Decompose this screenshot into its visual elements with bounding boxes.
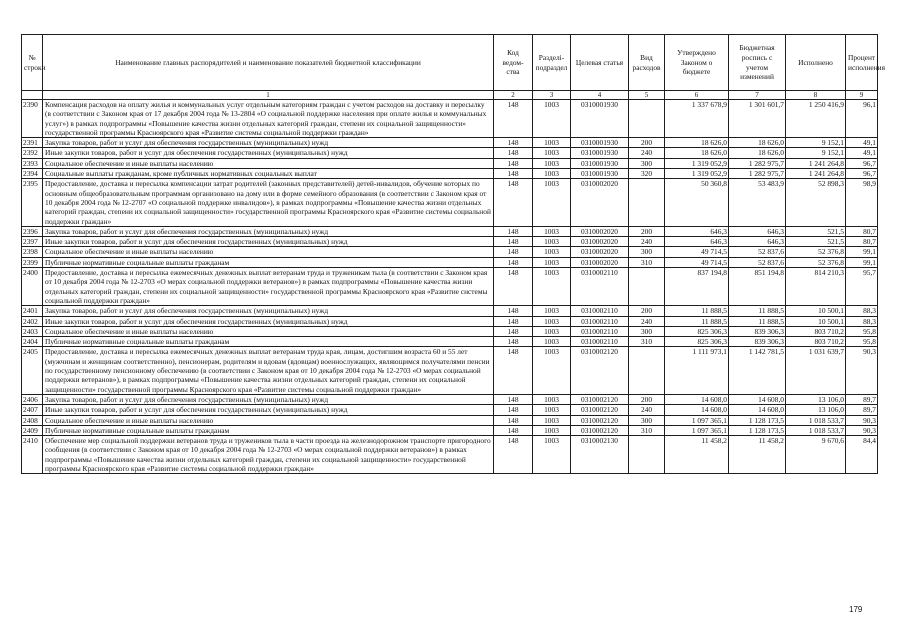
rospis-amount: 11 888,5 — [729, 306, 786, 316]
section-code: 1003 — [533, 268, 571, 306]
expense-type: 240 — [629, 237, 665, 247]
rospis-amount: 646,3 — [729, 237, 786, 247]
table-row — [22, 306, 878, 316]
row-number: 2404 — [22, 337, 43, 347]
percent-executed: 95,7 — [846, 268, 878, 306]
target-article: 0310002120 — [571, 405, 629, 415]
row-name: Публичные нормативные социальные выплаты гражданам — [43, 425, 494, 435]
expense-type — [629, 100, 665, 138]
executed-amount: 1 241 264,8 — [786, 169, 846, 179]
table-row — [22, 179, 878, 226]
expense-type: 310 — [629, 257, 665, 267]
table-body — [22, 100, 878, 474]
row-name: Иные закупки товаров, работ и услуг для обеспечения государственных (муниципальных) нужд — [43, 405, 494, 415]
rospis-amount: 52 837,6 — [729, 257, 786, 267]
expense-type — [629, 179, 665, 226]
row-number: 2397 — [22, 237, 43, 247]
table-row — [22, 169, 878, 179]
header-row-number: № строки — [22, 35, 43, 91]
header-executed: Исполнено — [786, 35, 846, 91]
rospis-amount: 18 626,0 — [729, 138, 786, 148]
column-number: 2 — [494, 91, 533, 100]
section-code: 1003 — [533, 306, 571, 316]
target-article: 0310002020 — [571, 226, 629, 236]
percent-executed: 99,1 — [846, 257, 878, 267]
executed-amount: 1 241 264,8 — [786, 158, 846, 168]
target-article: 0310002110 — [571, 316, 629, 326]
expense-type: 240 — [629, 148, 665, 158]
executed-amount: 521,5 — [786, 237, 846, 247]
dept-code: 148 — [494, 247, 533, 257]
target-article: 0310001930 — [571, 138, 629, 148]
section-code: 1003 — [533, 100, 571, 138]
section-code: 1003 — [533, 326, 571, 336]
row-number: 2398 — [22, 247, 43, 257]
expense-type — [629, 347, 665, 394]
dept-code: 148 — [494, 100, 533, 138]
section-code: 1003 — [533, 138, 571, 148]
approved-amount: 646,3 — [665, 226, 729, 236]
dept-code: 148 — [494, 257, 533, 267]
section-code: 1003 — [533, 179, 571, 226]
column-number: 1 — [43, 91, 494, 100]
percent-executed: 80,7 — [846, 226, 878, 236]
expense-type: 200 — [629, 306, 665, 316]
row-number: 2396 — [22, 226, 43, 236]
header-row — [22, 35, 878, 91]
executed-amount: 1 250 416,9 — [786, 100, 846, 138]
percent-executed: 96,1 — [846, 100, 878, 138]
row-number: 2390 — [22, 100, 43, 138]
section-code: 1003 — [533, 415, 571, 425]
row-number: 2393 — [22, 158, 43, 168]
target-article: 0310001930 — [571, 169, 629, 179]
section-code: 1003 — [533, 148, 571, 158]
dept-code: 148 — [494, 306, 533, 316]
section-code: 1003 — [533, 169, 571, 179]
table-row — [22, 326, 878, 336]
approved-amount: 49 714,5 — [665, 247, 729, 257]
executed-amount: 1 031 639,7 — [786, 347, 846, 394]
percent-executed: 98,9 — [846, 179, 878, 226]
row-number: 2402 — [22, 316, 43, 326]
row-number: 2392 — [22, 148, 43, 158]
rospis-amount: 53 483,9 — [729, 179, 786, 226]
section-code: 1003 — [533, 405, 571, 415]
expense-type: 240 — [629, 405, 665, 415]
row-number: 2400 — [22, 268, 43, 306]
header-name: Наименование главных распорядителей и наименование показателей бюджетной классификации — [43, 35, 494, 91]
column-number: 5 — [629, 91, 665, 100]
expense-type: 200 — [629, 138, 665, 148]
expense-type: 200 — [629, 226, 665, 236]
page-number: 179 — [849, 605, 863, 614]
rospis-amount: 14 608,0 — [729, 405, 786, 415]
rospis-amount: 14 608,0 — [729, 394, 786, 404]
executed-amount: 52 376,8 — [786, 247, 846, 257]
target-article: 0310002130 — [571, 436, 629, 474]
approved-amount: 825 306,3 — [665, 326, 729, 336]
target-article: 0310002110 — [571, 268, 629, 306]
row-number: 2399 — [22, 257, 43, 267]
column-number: 7 — [729, 91, 786, 100]
expense-type — [629, 268, 665, 306]
expense-type: 310 — [629, 337, 665, 347]
rospis-amount: 1 282 975,7 — [729, 158, 786, 168]
rospis-amount: 11 458,2 — [729, 436, 786, 474]
target-article: 0310002120 — [571, 425, 629, 435]
row-name: Социальное обеспечение и иные выплаты населению — [43, 326, 494, 336]
approved-amount: 1 097 365,1 — [665, 415, 729, 425]
table-row — [22, 226, 878, 236]
section-code: 1003 — [533, 337, 571, 347]
executed-amount: 1 018 533,7 — [786, 425, 846, 435]
row-name: Предоставление, доставка и пересылка ежемесячных денежных выплат ветеранам труда края, лицам, достигшим возраста 60 и 55 лет (мужчинам и женщинам соответственно), пенсионерам, родителям и вдовам (вдовцам) военнослужащих, являющимся получателями пенсии по государственному пенсионному обеспечению (в соответствии с Законом края от 10 декабря 2004 года № 12-2703 «О мерах социальной поддержки ветеранов»), в рамках подпрограммы «Повышение качества жизни отдельных категорий граждан, степени их социальной защищенности» государственной программы Красноярского края «Развитие системы социальной поддержки граждан» — [43, 347, 494, 394]
budget-table — [21, 34, 886, 474]
section-code: 1003 — [533, 257, 571, 267]
row-name: Публичные нормативные социальные выплаты гражданам — [43, 257, 494, 267]
table-row — [22, 247, 878, 257]
executed-amount: 9 152,1 — [786, 148, 846, 158]
rospis-amount: 1 128 173,5 — [729, 425, 786, 435]
section-code: 1003 — [533, 347, 571, 394]
row-number: 2407 — [22, 405, 43, 415]
section-code: 1003 — [533, 316, 571, 326]
executed-amount: 803 710,2 — [786, 337, 846, 347]
percent-executed: 89,7 — [846, 405, 878, 415]
table-row — [22, 257, 878, 267]
header-budget-rospis: Бюджетная роспись с учетом изменений — [729, 35, 786, 91]
row-name: Публичные нормативные социальные выплаты гражданам — [43, 337, 494, 347]
executed-amount: 1 018 533,7 — [786, 415, 846, 425]
target-article: 0310002110 — [571, 337, 629, 347]
rospis-amount: 52 837,6 — [729, 247, 786, 257]
header-percent: Процент исполнения — [846, 35, 878, 91]
percent-executed: 80,7 — [846, 237, 878, 247]
rospis-amount: 839 306,3 — [729, 326, 786, 336]
header-expense-type: Вид расходов — [629, 35, 665, 91]
row-number: 2405 — [22, 347, 43, 394]
executed-amount: 10 500,1 — [786, 316, 846, 326]
row-name: Закупка товаров, работ и услуг для обеспечения государственных (муниципальных) нужд — [43, 306, 494, 316]
percent-executed: 88,3 — [846, 316, 878, 326]
table-row — [22, 425, 878, 435]
percent-executed: 84,4 — [846, 436, 878, 474]
percent-executed: 96,7 — [846, 158, 878, 168]
percent-executed: 95,8 — [846, 326, 878, 336]
row-number: 2394 — [22, 169, 43, 179]
header-target-article: Целевая статья — [571, 35, 629, 91]
table-row — [22, 415, 878, 425]
percent-executed: 49,1 — [846, 138, 878, 148]
rospis-amount: 1 301 601,7 — [729, 100, 786, 138]
section-code: 1003 — [533, 226, 571, 236]
column-number: 6 — [665, 91, 729, 100]
executed-amount: 9 670,6 — [786, 436, 846, 474]
approved-amount: 837 194,8 — [665, 268, 729, 306]
target-article: 0310002020 — [571, 247, 629, 257]
row-name: Компенсация расходов на оплату жилья и коммунальных услуг отдельным категориям граждан с учетом расходов на доставку и пересылку (в соответствии с Законом края от 17 декабря 2004 года № 13-2804 «О социальной поддержке населения при оплате жилья и коммунальных услуг») в рамках подпрограммы «Повышение качества жизни отдельных категорий граждан, степени их социальной защищенности» государственной программы Красноярского края «Развитие системы социальной поддержки граждан» — [43, 100, 494, 138]
rospis-amount: 1 142 781,5 — [729, 347, 786, 394]
dept-code: 148 — [494, 179, 533, 226]
approved-amount: 646,3 — [665, 237, 729, 247]
approved-amount: 1 319 052,9 — [665, 158, 729, 168]
column-number-blank — [22, 91, 43, 100]
row-name: Социальное обеспечение и иные выплаты населению — [43, 158, 494, 168]
approved-amount: 49 714,5 — [665, 257, 729, 267]
approved-amount: 1 319 052,9 — [665, 169, 729, 179]
section-code: 1003 — [533, 237, 571, 247]
approved-amount: 18 626,0 — [665, 138, 729, 148]
row-number: 2401 — [22, 306, 43, 316]
rospis-amount: 646,3 — [729, 226, 786, 236]
row-name: Социальные выплаты гражданам, кроме публичных нормативных социальных выплат — [43, 169, 494, 179]
table-row — [22, 316, 878, 326]
target-article: 0310002020 — [571, 237, 629, 247]
row-name: Иные закупки товаров, работ и услуг для обеспечения государственных (муниципальных) нужд — [43, 148, 494, 158]
dept-code: 148 — [494, 226, 533, 236]
executed-amount: 803 710,2 — [786, 326, 846, 336]
target-article: 0310001930 — [571, 148, 629, 158]
percent-executed: 90,3 — [846, 415, 878, 425]
dept-code: 148 — [494, 415, 533, 425]
expense-type: 300 — [629, 326, 665, 336]
column-number: 8 — [786, 91, 846, 100]
percent-executed: 49,1 — [846, 148, 878, 158]
dept-code: 148 — [494, 158, 533, 168]
table-row — [22, 268, 878, 306]
approved-amount: 11 458,2 — [665, 436, 729, 474]
dept-code: 148 — [494, 268, 533, 306]
target-article: 0310002020 — [571, 179, 629, 226]
expense-type: 310 — [629, 425, 665, 435]
table-row — [22, 138, 878, 148]
row-name: Предоставление, доставка и пересылка ежемесячных денежных выплат ветеранам труда и труженикам тыла (в соответствии с Законом края от 10 декабря 2004 года № 12-2703 «О мерах социальной поддержки ветеранов») в рамках подпрограммы «Повышение качества жизни отдельных категорий граждан, степени их социальной защищенности» государственной программы Красноярского края «Развитие системы социальной поддержки граждан» — [43, 268, 494, 306]
dept-code: 148 — [494, 169, 533, 179]
row-number: 2403 — [22, 326, 43, 336]
target-article: 0310002120 — [571, 394, 629, 404]
header-dept-code: Код ведом- ства — [494, 35, 533, 91]
approved-amount: 11 888,5 — [665, 306, 729, 316]
approved-amount: 50 360,8 — [665, 179, 729, 226]
rospis-amount: 1 282 975,7 — [729, 169, 786, 179]
section-code: 1003 — [533, 425, 571, 435]
row-name: Закупка товаров, работ и услуг для обеспечения государственных (муниципальных) нужд — [43, 226, 494, 236]
approved-amount: 11 888,5 — [665, 316, 729, 326]
expense-type: 300 — [629, 247, 665, 257]
expense-type: 300 — [629, 415, 665, 425]
approved-amount: 1 111 973,1 — [665, 347, 729, 394]
dept-code: 148 — [494, 316, 533, 326]
executed-amount: 9 152,1 — [786, 138, 846, 148]
percent-executed: 99,1 — [846, 247, 878, 257]
row-name: Обеспечение мер социальной поддержки ветеранов труда и тружеников тыла в части проезда на железнодорожном транспорте пригородного сообщения (в соответствии с Законом края от 10 декабря 2004 года № 12-2703 «О мерах социальной поддержки ветеранов») в рамках подпрограммы «Повышение качества жизни отдельных категорий граждан, степени их социальной защищенности» государственной программы Красноярского края «Развитие системы социальной поддержки граждан» — [43, 436, 494, 474]
dept-code: 148 — [494, 347, 533, 394]
executed-amount: 521,5 — [786, 226, 846, 236]
expense-type: 240 — [629, 316, 665, 326]
table-row — [22, 237, 878, 247]
target-article: 0310001930 — [571, 158, 629, 168]
executed-amount: 52 376,8 — [786, 257, 846, 267]
approved-amount: 1 097 365,1 — [665, 425, 729, 435]
header-section: Разделі- подраздел — [533, 35, 571, 91]
header-approved: Утверждено Законом о бюджете — [665, 35, 729, 91]
row-name: Социальное обеспечение и иные выплаты населению — [43, 247, 494, 257]
section-code: 1003 — [533, 247, 571, 257]
table-row — [22, 405, 878, 415]
column-number-row — [22, 91, 878, 100]
executed-amount: 10 500,1 — [786, 306, 846, 316]
column-number: 4 — [571, 91, 629, 100]
expense-type: 300 — [629, 158, 665, 168]
table-row — [22, 158, 878, 168]
row-name: Социальное обеспечение и иные выплаты населению — [43, 415, 494, 425]
expense-type: 200 — [629, 394, 665, 404]
executed-amount: 13 106,0 — [786, 394, 846, 404]
expense-type: 320 — [629, 169, 665, 179]
approved-amount: 825 306,3 — [665, 337, 729, 347]
row-number: 2391 — [22, 138, 43, 148]
table-row — [22, 347, 878, 394]
column-number: 9 — [846, 91, 878, 100]
rospis-amount: 839 306,3 — [729, 337, 786, 347]
dept-code: 148 — [494, 405, 533, 415]
row-name: Иные закупки товаров, работ и услуг для обеспечения государственных (муниципальных) нужд — [43, 237, 494, 247]
dept-code: 148 — [494, 326, 533, 336]
approved-amount: 14 608,0 — [665, 394, 729, 404]
table-row — [22, 394, 878, 404]
row-number: 2395 — [22, 179, 43, 226]
expense-type — [629, 436, 665, 474]
column-number: 3 — [533, 91, 571, 100]
row-number: 2410 — [22, 436, 43, 474]
table-row — [22, 100, 878, 138]
row-name: Иные закупки товаров, работ и услуг для обеспечения государственных (муниципальных) нужд — [43, 316, 494, 326]
dept-code: 148 — [494, 337, 533, 347]
rospis-amount: 18 626,0 — [729, 148, 786, 158]
rospis-amount: 851 194,8 — [729, 268, 786, 306]
executed-amount: 13 106,0 — [786, 405, 846, 415]
dept-code: 148 — [494, 138, 533, 148]
table-row — [22, 148, 878, 158]
section-code: 1003 — [533, 436, 571, 474]
percent-executed: 90,3 — [846, 425, 878, 435]
budget-execution-sheet — [21, 34, 886, 474]
target-article: 0310002120 — [571, 347, 629, 394]
percent-executed: 96,7 — [846, 169, 878, 179]
dept-code: 148 — [494, 394, 533, 404]
section-code: 1003 — [533, 394, 571, 404]
row-name: Закупка товаров, работ и услуг для обеспечения государственных (муниципальных) нужд — [43, 138, 494, 148]
dept-code: 148 — [494, 237, 533, 247]
percent-executed: 88,3 — [846, 306, 878, 316]
table-row — [22, 436, 878, 474]
dept-code: 148 — [494, 436, 533, 474]
row-number: 2406 — [22, 394, 43, 404]
table-row — [22, 337, 878, 347]
target-article: 0310002110 — [571, 326, 629, 336]
percent-executed: 89,7 — [846, 394, 878, 404]
row-name: Закупка товаров, работ и услуг для обеспечения государственных (муниципальных) нужд — [43, 394, 494, 404]
row-number: 2408 — [22, 415, 43, 425]
target-article: 0310002110 — [571, 306, 629, 316]
rospis-amount: 11 888,5 — [729, 316, 786, 326]
dept-code: 148 — [494, 425, 533, 435]
approved-amount: 18 626,0 — [665, 148, 729, 158]
target-article: 0310002020 — [571, 257, 629, 267]
approved-amount: 1 337 678,9 — [665, 100, 729, 138]
dept-code: 148 — [494, 148, 533, 158]
target-article: 0310001930 — [571, 100, 629, 138]
rospis-amount: 1 128 173,5 — [729, 415, 786, 425]
row-number: 2409 — [22, 425, 43, 435]
approved-amount: 14 608,0 — [665, 405, 729, 415]
target-article: 0310002120 — [571, 415, 629, 425]
executed-amount: 52 898,3 — [786, 179, 846, 226]
percent-executed: 95,8 — [846, 337, 878, 347]
row-name: Предоставление, доставка и пересылка компенсации затрат родителей (законных представителей) детей-инвалидов, обучение которых по основным общеобразовательным программам организовано на дому или в форме семейного образования (в соответствии с Законом края от 10 декабря 2004 года № 12-2707 «О социальной поддержке инвалидов»), в рамках подпрограммы «Повышение качества жизни отдельных категорий граждан, степени их социальной защищенности» государственной программы Красноярского края «Развитие системы социальной поддержки граждан» — [43, 179, 494, 226]
section-code: 1003 — [533, 158, 571, 168]
percent-executed: 90,3 — [846, 347, 878, 394]
executed-amount: 814 210,3 — [786, 268, 846, 306]
